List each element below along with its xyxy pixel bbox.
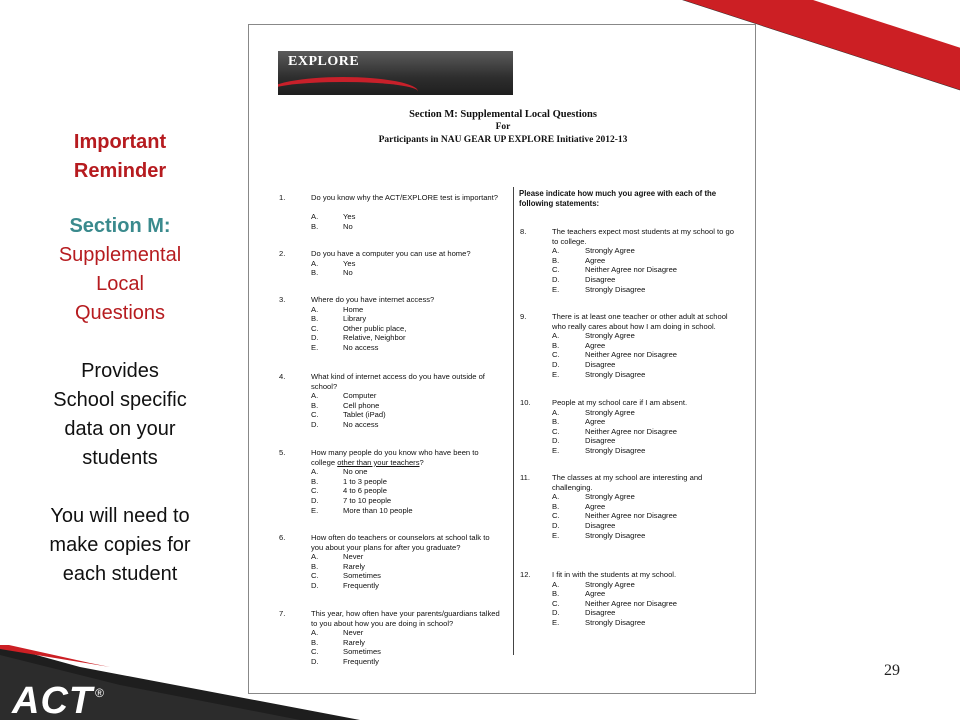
option-letter: B. <box>552 340 560 350</box>
question-number: 4. <box>279 372 286 381</box>
act-logo-text: ACT <box>12 680 94 722</box>
option-letter: C. <box>311 486 319 496</box>
footer-band <box>0 645 960 720</box>
option-letter: C. <box>311 323 319 333</box>
option-letter: E. <box>311 505 319 515</box>
option-text: Strongly Agree <box>585 407 635 417</box>
option-letter: D. <box>552 436 560 446</box>
option-letter: B. <box>311 400 319 410</box>
option-text: Strongly Disagree <box>585 445 646 455</box>
reminder-panel <box>20 128 220 589</box>
registered-mark: ® <box>95 686 105 700</box>
provides-line2: School specific <box>53 389 187 411</box>
option-letter: A. <box>311 212 319 222</box>
survey-document <box>248 24 756 694</box>
explore-logo-text: EXPLORE <box>288 54 360 69</box>
option-text: 4 to 6 people <box>343 486 387 496</box>
option-text: Sometimes <box>343 571 381 581</box>
question-number: 6. <box>279 533 286 542</box>
question-text: How many people do you know who have been to college other than your teachers? <box>311 448 479 467</box>
option-letter: D. <box>311 495 319 505</box>
option-letter: E. <box>552 530 560 540</box>
option-text: Disagree <box>585 359 616 369</box>
document-title-for: For <box>495 122 511 132</box>
option-letter: B. <box>311 637 319 647</box>
option-text: 7 to 10 people <box>343 495 392 505</box>
option-text: Strongly Agree <box>585 331 635 341</box>
option-letter: B. <box>311 476 319 486</box>
page-number: 29 <box>884 662 900 679</box>
question-text: The teachers expect most students at my school to go to college. <box>552 227 734 246</box>
option-text: Disagree <box>585 520 616 530</box>
option-letter: B. <box>552 255 560 265</box>
question-number: 7. <box>279 609 286 618</box>
option-text: Never <box>343 628 364 638</box>
copies-line2: make copies for <box>49 534 191 556</box>
option-letter: C. <box>552 350 560 360</box>
option-text: Tablet (iPad) <box>343 410 386 420</box>
option-text: Disagree <box>585 436 616 446</box>
question-number: 10. <box>520 398 531 407</box>
option-text: 1 to 3 people <box>343 476 387 486</box>
option-letter: B. <box>552 417 560 427</box>
option-letter: A. <box>311 628 319 638</box>
provides-line1: Provides <box>81 360 159 382</box>
option-letter: C. <box>552 598 560 608</box>
provides-line4: students <box>82 447 158 469</box>
question-number: 8. <box>520 227 527 236</box>
option-letter: B. <box>311 561 319 571</box>
question-text: What kind of internet access do you have outside of school? <box>311 372 485 391</box>
question-text: Do you have a computer you can use at home? <box>311 249 471 258</box>
option-letter: E. <box>552 445 560 455</box>
question-number: 12. <box>520 570 531 579</box>
option-letter: B. <box>552 501 560 511</box>
option-letter: B. <box>311 314 319 324</box>
option-text: Frequently <box>343 656 379 666</box>
question-number: 1. <box>279 193 286 202</box>
option-letter: C. <box>552 426 560 436</box>
option-letter: C. <box>311 571 319 581</box>
question-text: How often do teachers or counselors at school talk to you about your plans for after you graduate? <box>311 533 490 552</box>
option-letter: C. <box>311 410 319 420</box>
option-letter: D. <box>311 656 319 666</box>
option-text: Relative, Neighbor <box>343 333 406 343</box>
option-text: Rarely <box>343 637 365 647</box>
question-text: There is at least one teacher or other adult at school who really cares about how I am doing in school. <box>552 312 728 331</box>
option-text: Home <box>343 304 364 314</box>
option-letter: A. <box>552 579 560 589</box>
section-label: Section M: <box>69 215 171 237</box>
option-letter: D. <box>552 520 560 530</box>
option-letter: E. <box>552 284 560 294</box>
act-logo <box>12 680 105 723</box>
column-divider <box>513 187 514 655</box>
option-text: Strongly Disagree <box>585 369 646 379</box>
option-text: No access <box>343 342 379 352</box>
option-text: Agree <box>585 340 606 350</box>
option-letter: A. <box>311 552 319 562</box>
option-letter: B. <box>311 268 319 278</box>
option-text: Neither Agree nor Disagree <box>585 511 678 521</box>
option-letter: C. <box>552 265 560 275</box>
section-name-line1: Supplemental <box>58 244 182 266</box>
question-number: 2. <box>279 249 286 258</box>
option-text: More than 10 people <box>343 505 413 515</box>
question-number: 11. <box>520 473 530 482</box>
section-name-line3: Questions <box>74 302 166 324</box>
option-text: Agree <box>585 501 606 511</box>
option-letter: A. <box>552 246 560 256</box>
option-letter: A. <box>552 492 560 502</box>
option-letter: C. <box>311 647 319 657</box>
question-text: People at my school care if I am absent. <box>552 398 688 407</box>
option-letter: B. <box>552 589 560 599</box>
option-letter: A. <box>311 467 319 477</box>
document-title: Section M: Supplemental Local Questions <box>409 109 597 120</box>
explore-logo-banner <box>278 51 513 95</box>
option-text: Agree <box>585 417 606 427</box>
option-text: No <box>343 221 353 231</box>
option-letter: A. <box>552 407 560 417</box>
option-text: Neither Agree nor Disagree <box>585 265 678 275</box>
reminder-heading-line2: Reminder <box>73 160 167 182</box>
option-letter: D. <box>552 274 560 284</box>
option-letter: D. <box>552 608 560 618</box>
option-text: Cell phone <box>343 400 380 410</box>
option-text: Strongly Disagree <box>585 617 646 627</box>
option-letter: E. <box>552 369 560 379</box>
question-text: Do you know why the ACT/EXPLORE test is important? <box>311 193 498 202</box>
question-text: I fit in with the students at my school. <box>552 570 677 579</box>
question-number: 3. <box>279 295 286 304</box>
question-text: Where do you have internet access? <box>311 295 435 304</box>
agreement-instructions: Please indicate how much you agree with each of the following statements: <box>519 189 717 208</box>
explore-swoosh-icon <box>278 77 418 95</box>
option-letter: A. <box>311 304 319 314</box>
section-name-line2: Local <box>96 273 144 295</box>
reminder-heading-line1: Important <box>73 131 167 153</box>
option-text: Yes <box>343 212 356 222</box>
option-text: Strongly Agree <box>585 246 635 256</box>
option-letter: D. <box>311 333 319 343</box>
option-text: Frequently <box>343 580 379 590</box>
copies-line3: each student <box>62 563 178 585</box>
option-text: Rarely <box>343 561 365 571</box>
option-letter: E. <box>311 342 319 352</box>
question-underlined-text: other than your teachers <box>337 457 420 467</box>
option-text: Strongly Agree <box>585 579 635 589</box>
option-text: Neither Agree nor Disagree <box>585 350 678 360</box>
option-text: Yes <box>343 258 356 268</box>
option-letter: D. <box>311 580 319 590</box>
option-text: Other public place, <box>343 323 407 333</box>
option-text: Agree <box>585 255 606 265</box>
provides-line3: data on your <box>64 418 176 440</box>
option-text: Strongly Disagree <box>585 530 646 540</box>
option-text: Disagree <box>585 274 616 284</box>
option-letter: B. <box>311 221 319 231</box>
option-text: Computer <box>343 391 377 401</box>
option-text: Library <box>343 314 367 324</box>
copies-line1: You will need to <box>50 505 190 527</box>
option-text: Strongly Agree <box>585 492 635 502</box>
question-text: The classes at my school are interesting and challenging. <box>552 473 703 492</box>
option-text: Neither Agree nor Disagree <box>585 426 678 436</box>
option-text: Never <box>343 552 364 562</box>
document-subtitle: Participants in NAU GEAR UP EXPLORE Initiative 2012-13 <box>378 135 628 145</box>
option-text: Agree <box>585 589 606 599</box>
question-text: This year, how often have your parents/guardians talked to you about how you are doing in school? <box>311 609 500 628</box>
option-text: No one <box>343 467 368 477</box>
option-text: Strongly Disagree <box>585 284 646 294</box>
option-letter: C. <box>552 511 560 521</box>
option-letter: D. <box>552 359 560 369</box>
option-letter: A. <box>311 258 319 268</box>
option-text: Neither Agree nor Disagree <box>585 598 678 608</box>
option-text: No <box>343 268 353 278</box>
option-letter: A. <box>552 331 560 341</box>
option-letter: E. <box>552 617 560 627</box>
question-number: 9. <box>520 312 527 321</box>
question-number: 5. <box>279 448 286 457</box>
option-text: Disagree <box>585 608 616 618</box>
option-text: No access <box>343 419 379 429</box>
option-letter: D. <box>311 419 319 429</box>
option-letter: A. <box>311 391 319 401</box>
option-text: Sometimes <box>343 647 381 657</box>
